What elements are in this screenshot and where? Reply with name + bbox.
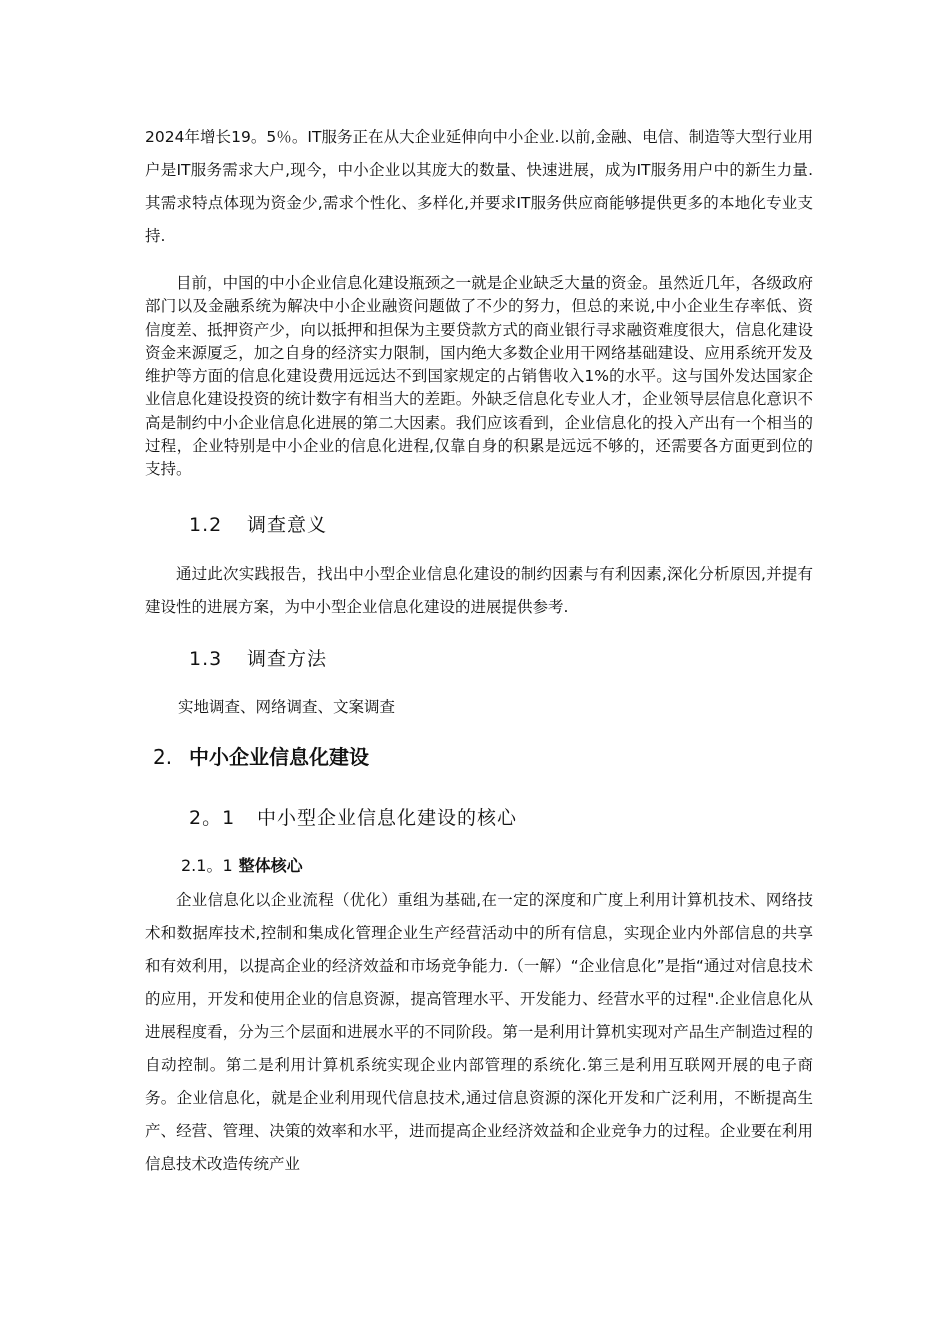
section-number: 1.3 bbox=[189, 648, 223, 670]
section-number: 2。1 bbox=[189, 807, 236, 829]
section-title: 中小型企业信息化建设的核心 bbox=[257, 807, 518, 829]
section-title: 调查意义 bbox=[247, 514, 328, 536]
section-heading-1-3 bbox=[189, 644, 327, 671]
section-heading-1-2 bbox=[189, 510, 327, 537]
paragraph-survey-significance: 通过此次实践报告，找出中小型企业信息化建设的制约因素与有利因素,深化分析原因,并提有建设性的进展方案，为中小型企业信息化建设的进展提供参考. bbox=[145, 565, 813, 616]
chapter-title: 中小企业信息化建设 bbox=[189, 745, 369, 769]
paragraph-it-services: 2024年增长19。5％。IT服务正在从大企业延伸向中小企业.以前,金融、电信、制造等大型行业用户是IT服务需求大户,现今，中小企业以其庞大的数量、快速进展，成为IT服务用户中的新生力量.其需求特点体现为资金少,需求个性化、多样化,并要求IT服务供应商能够提供更多的本地化专业支持. bbox=[145, 128, 813, 245]
section-title: 调查方法 bbox=[247, 648, 328, 670]
subsection-title: 整体核心 bbox=[238, 856, 303, 875]
paragraph-funding-bottleneck: 目前，中国的中小企业信息化建设瓶颈之一就是企业缺乏大量的资金。虽然近几年，各级政府部门以及金融系统为解决中小企业融资问题做了不少的努力，但总的来说,中小企业生存率低、资信度差、抵押资产少，向以抵押和担保为主要贷款方式的商业银行寻求融资难度很大，信息化建设资金来源厦乏，加之自身的经济实力限制，国内绝大多数企业用干网络基础建设、应用系统开发及维护等方面的信息化建设费用远远达不到国家规定的占销售收入1%的水平。这与国外发达国家企业信息化建设投资的统计数字有相当大的差距。外缺乏信息化专业人才，企业领导层信息化意识不高是制约中小企业信息化进展的第二大因素。我们应该看到，企业信息化的投入产出有一个相当的过程，企业特别是中小企业的信息化进程,仅靠自身的积累是远远不够的，还需要各方面更到位的支持。 bbox=[145, 274, 813, 479]
paragraph-survey-methods: 实地调查、网络调查、文案调查 bbox=[178, 698, 396, 716]
paragraph-overall-core: 企业信息化以企业流程（优化）重组为基础,在一定的深度和广度上利用计算机技术、网络技术和数据库技术,控制和集成化管理企业生产经营活动中的所有信息，实现企业内外部信息的共享和有效利用，以提高企业的经济效益和市场竞争能力.（一解）“企业信息化”是指“通过对信息技术的应用，开发和使用企业的信息资源，提高管理水平、开发能力、经营水平的过程".企业信息化从进展程度看，分为三个层面和进展水平的不同阶段。第一是利用计算机实现对产品生产制造过程的自动控制。第二是利用计算机系统实现企业内部管理的系统化.第三是利用互联网开展的电子商务。企业信息化，就是企业利用现代信息技术,通过信息资源的深化开发和广泛利用，不断提高生产、经营、管理、决策的效率和水平，进而提高企业经济效益和企业竞争力的过程。企业要在利用信息技术改造传统产业 bbox=[145, 891, 813, 1173]
section-number: 1.2 bbox=[189, 514, 223, 536]
subsection-number: 2.1。1 bbox=[181, 856, 233, 875]
section-heading-2-1 bbox=[189, 803, 517, 830]
chapter-heading-2 bbox=[153, 741, 369, 770]
subsection-heading-2-1-1 bbox=[181, 853, 303, 876]
chapter-number: 2. bbox=[153, 745, 173, 769]
